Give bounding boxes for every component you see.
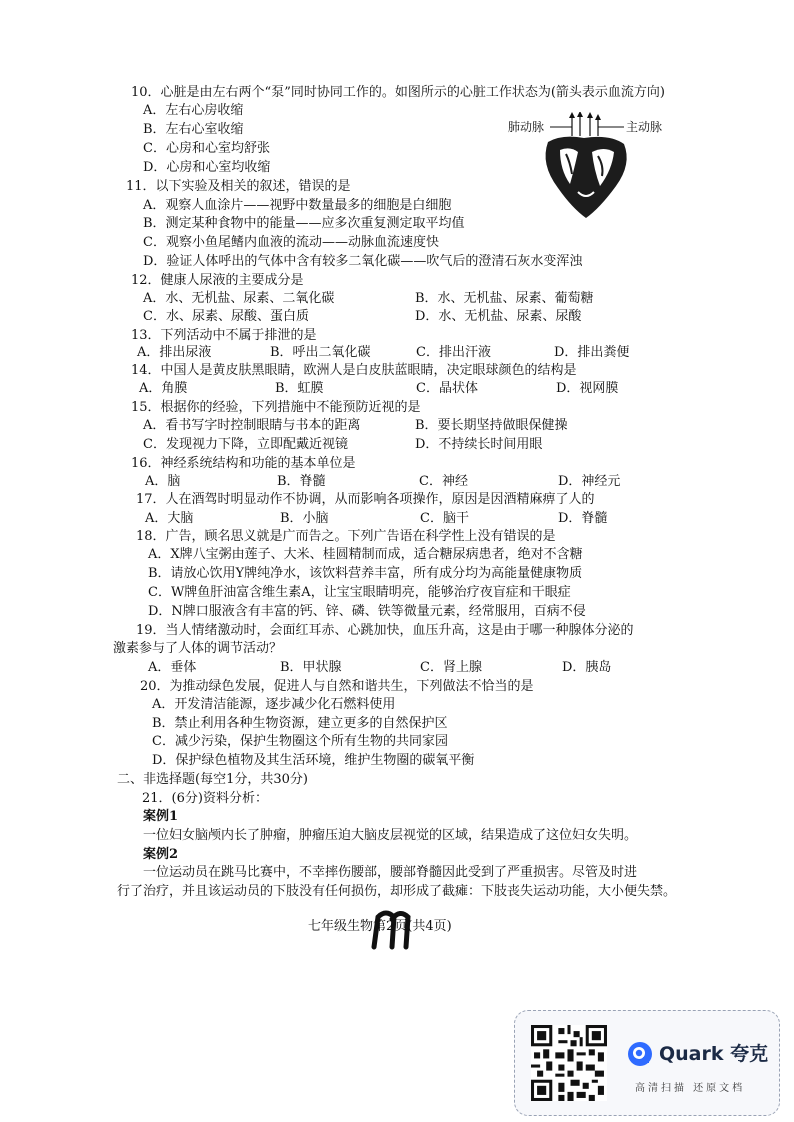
q20-option-b: B．禁止利用各种生物资源，建立更多的自然保护区 [152, 716, 448, 731]
q16-option-d: D．神经元 [558, 474, 621, 489]
q18-option-d: D．N牌口服液含有丰富的钙、锌、磷、铁等微量元素，经常服用，百病不侵 [148, 604, 586, 619]
q14-option-b: B．虹膜 [275, 381, 324, 396]
q12-option-b: B．水、无机盐、尿素、葡萄糖 [415, 291, 594, 306]
q11-option-d: D．验证人体呼出的气体中含有较多二氧化碳——吹气后的澄清石灰水变浑浊 [143, 254, 583, 269]
q15-stem: 15．根据你的经验，下列措施中不能预防近视的是 [131, 400, 421, 415]
aorta-label: 主动脉 [626, 120, 663, 134]
q13-option-a: A．排出尿液 [137, 345, 212, 360]
q18-stem: 18．广告，顾名思义就是广而告之。下列广告语在科学性上没有错误的是 [136, 529, 556, 544]
heart-diagram [500, 112, 680, 222]
q15-option-d: D．不持续长时间用眼 [415, 437, 543, 452]
q20-option-c: C．减少污染，保护生物圈这个所有生物的共同家园 [152, 734, 448, 749]
q17-option-a: A．大脑 [145, 511, 194, 526]
q14-option-d: D．视网膜 [556, 381, 619, 396]
q19-option-b: B．甲状腺 [280, 660, 342, 675]
q13-option-b: B．呼出二氧化碳 [270, 345, 371, 360]
q10-option-a: A．左右心房收缩 [143, 103, 244, 118]
q14-option-c: C．晶状体 [416, 381, 478, 396]
q20-option-a: A．开发清洁能源，逐步减少化石燃料使用 [152, 697, 396, 712]
quark-watermark [514, 1010, 780, 1116]
q19-stem-line1: 19．当人情绪激动时，会面红耳赤、心跳加快，血压升高，这是由于哪一种腺体分泌的 [136, 623, 634, 638]
q11-option-c: C．观察小鱼尾鳍内血液的流动——动脉血流速度快 [143, 235, 439, 250]
page-footer: 七年级生物第2页(共4页) [308, 919, 452, 934]
q18-option-a: A．X牌八宝粥由莲子、大米、桂圆精制而成，适合糖尿病患者，绝对不含糖 [148, 547, 583, 562]
case2-title: 案例2 [143, 847, 179, 862]
q12-option-a: A．水、无机盐、尿素、二氧化碳 [143, 291, 335, 306]
section2-heading: 二、非选择题(每空1分，共30分) [117, 772, 308, 787]
case2-text-line1: 一位运动员在跳马比赛中，不幸摔伤腰部，腰部脊髓因此受到了严重损害。尽管及时进 [143, 865, 638, 880]
q21-title: 21．(6分)资料分析： [142, 791, 268, 806]
q15-option-c: C．发现视力下降，立即配戴近视镜 [143, 437, 348, 452]
q16-option-a: A．脑 [145, 474, 181, 489]
q13-option-d: D．排出粪便 [554, 345, 630, 360]
q11-option-a: A．观察人血涂片——视野中数量最多的细胞是白细胞 [143, 198, 452, 213]
q10-option-b: B．左右心室收缩 [143, 122, 244, 137]
q18-option-c: C．W牌鱼肝油富含维生素A，让宝宝眼睛明亮，能够治疗夜盲症和干眼症 [148, 585, 571, 600]
quark-slogan: 高清扫描 还原文档 [635, 1083, 746, 1094]
q16-option-c: C．神经 [419, 474, 468, 489]
pulmonary-artery-label: 肺动脉 [508, 120, 545, 134]
q11-stem: 11．以下实验及相关的叙述，错误的是 [126, 179, 351, 194]
handwritten-mark-icon [368, 905, 416, 951]
case2-text-line2: 行了治疗，并且该运动员的下肢没有任何损伤，却形成了截瘫：下肢丧失运动功能，大小便失禁。 [117, 884, 677, 899]
q19-option-d: D．胰岛 [562, 660, 612, 675]
q15-option-a: A．看书写字时控制眼睛与书本的距离 [143, 418, 361, 433]
case1-title: 案例1 [143, 809, 179, 824]
q19-option-a: A．垂体 [148, 660, 197, 675]
q16-option-b: B．脊髓 [277, 474, 326, 489]
q17-option-b: B．小脑 [280, 511, 329, 526]
quark-logo-icon [627, 1041, 653, 1067]
quark-brand-text: Quark 夸克 [659, 1043, 769, 1065]
case1-text: 一位妇女脑颅内长了肿瘤，肿瘤压迫大脑皮层视觉的区域，结果造成了这位妇女失明。 [143, 828, 638, 843]
qr-code-icon [531, 1025, 607, 1101]
q12-option-d: D．水、无机盐、尿素、尿酸 [415, 309, 582, 324]
q10-option-d: D．心房和心室均收缩 [143, 160, 271, 175]
q11-option-b: B．测定某种食物中的能量——应多次重复测定取平均值 [143, 216, 465, 231]
q10-stem: 10．心脏是由左右两个“泵”同时协同工作的。如图所示的心脏工作状态为(箭头表示血流方向) [131, 85, 665, 100]
q15-option-b: B．要长期坚持做眼保健操 [415, 418, 568, 433]
q19-option-c: C．肾上腺 [420, 660, 482, 675]
q14-option-a: A．角膜 [139, 381, 188, 396]
q17-stem: 17．人在酒驾时明显动作不协调，从而影响各项操作，原因是因酒精麻痹了人的 [136, 492, 595, 507]
q20-option-d: D．保护绿色植物及其生活环境，维护生物圈的碳氧平衡 [152, 753, 475, 768]
q18-option-b: B．请放心饮用Y牌纯净水，该饮料营养丰富，所有成分均为高能量健康物质 [148, 566, 583, 581]
q10-option-c: C．心房和心室均舒张 [143, 141, 270, 156]
q14-stem: 14．中国人是黄皮肤黑眼睛，欧洲人是白皮肤蓝眼睛，决定眼球颜色的结构是 [131, 363, 577, 378]
q12-stem: 12．健康人尿液的主要成分是 [131, 273, 304, 288]
q17-option-d: D．脊髓 [558, 511, 608, 526]
q20-stem: 20．为推动绿色发展，促进人与自然和谐共生，下列做法不恰当的是 [140, 679, 534, 694]
q19-stem-line2: 激素参与了人体的调节活动？ [113, 641, 283, 656]
q12-option-c: C．水、尿素、尿酸、蛋白质 [143, 309, 309, 324]
q17-option-c: C．脑干 [420, 511, 469, 526]
q13-stem: 13．下列活动中不属于排泄的是 [131, 328, 317, 343]
q13-option-c: C．排出汗液 [416, 345, 491, 360]
q16-stem: 16．神经系统结构和功能的基本单位是 [131, 456, 356, 471]
